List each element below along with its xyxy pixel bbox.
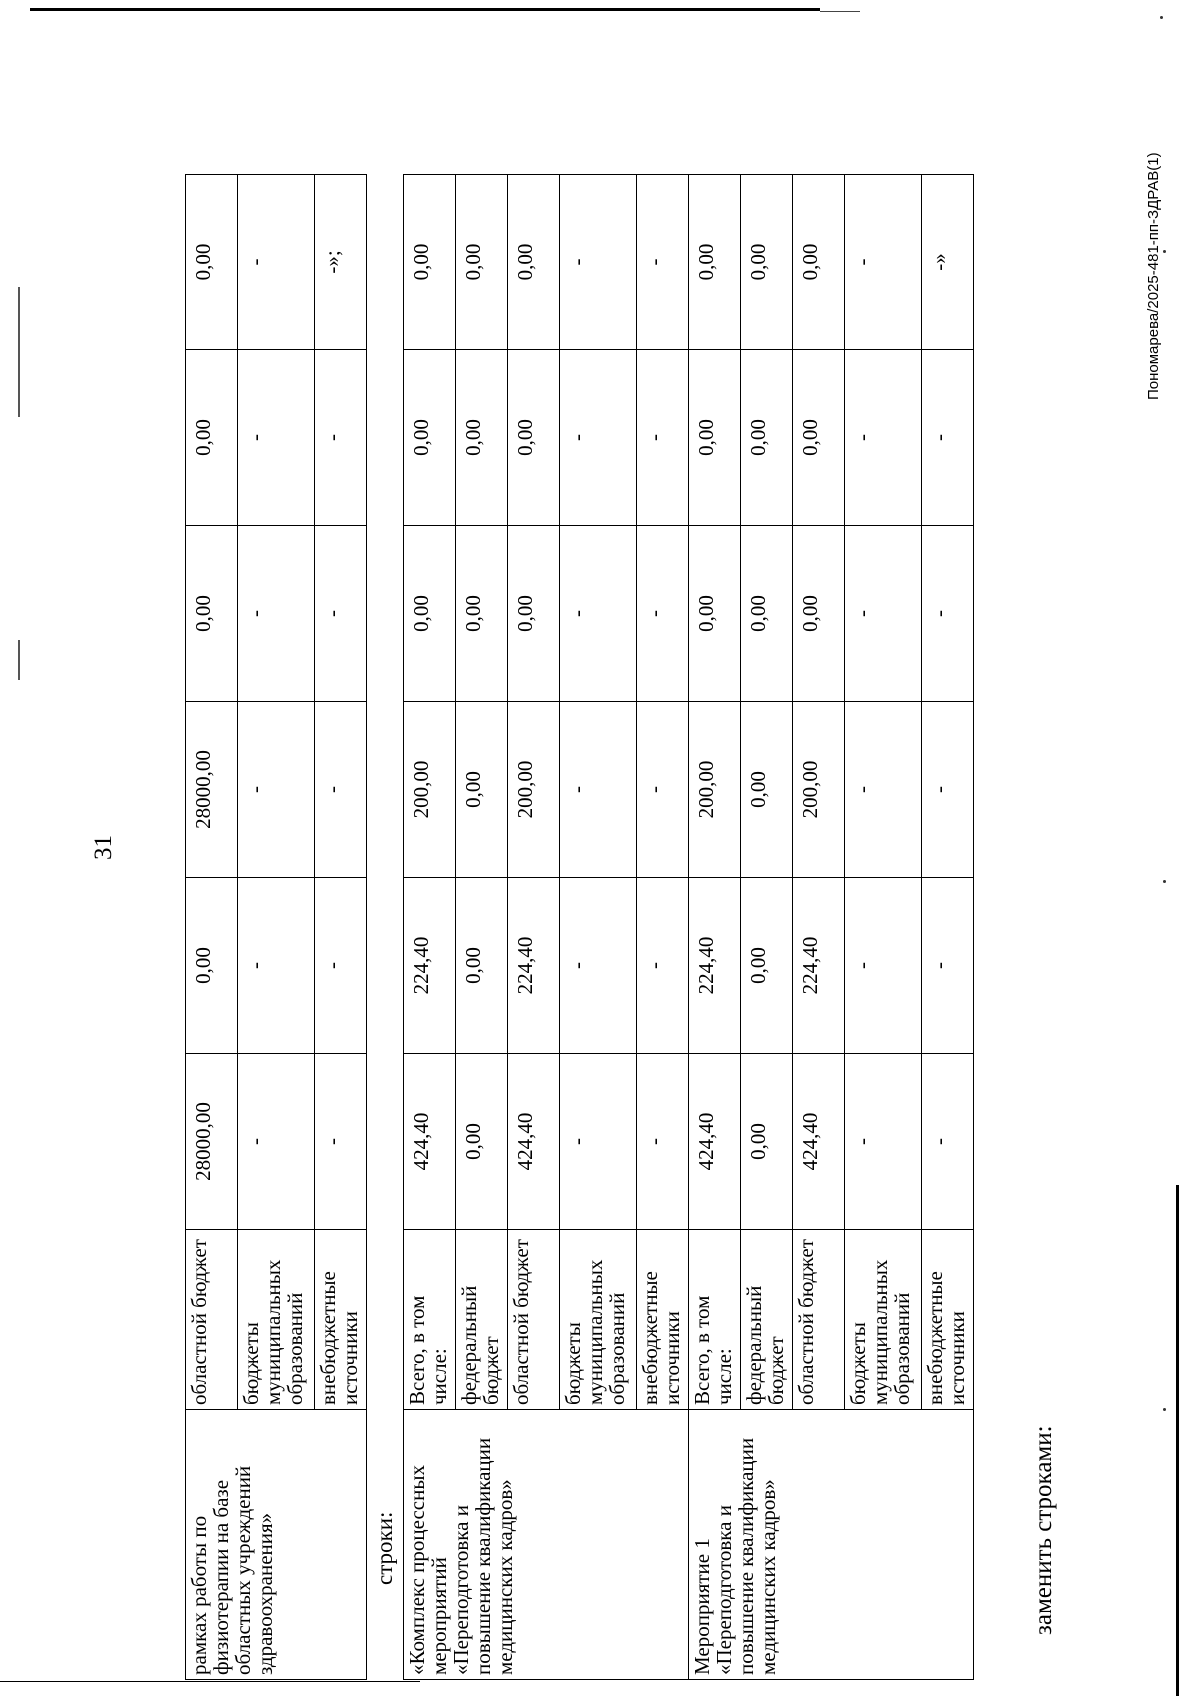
- value-cell: -: [922, 1054, 974, 1230]
- value-cell: 424,40: [404, 1054, 456, 1230]
- value-cell: -: [845, 350, 922, 526]
- value-cell: 28000,00: [186, 1054, 238, 1230]
- value-cell: 0,00: [508, 350, 560, 526]
- value-cell: 424,40: [508, 1054, 560, 1230]
- value-cell: -: [560, 175, 637, 350]
- source-cell: бюджеты муниципальных образований: [845, 1230, 922, 1410]
- value-cell: -: [845, 1054, 922, 1230]
- value-cell: -: [637, 878, 689, 1054]
- value-cell: -: [922, 526, 974, 702]
- budget-table-complex: [403, 174, 974, 1680]
- value-cell: 0,00: [793, 526, 845, 702]
- value-cell: 200,00: [404, 702, 456, 878]
- program-name-cell: «Комплекс процессных мероприятий «Переподготовка и повышение квалификации медицинских кадров»: [404, 1410, 689, 1680]
- source-cell: бюджеты муниципальных образований: [560, 1230, 637, 1410]
- scan-right-edge: [1176, 1185, 1179, 1696]
- value-cell: 200,00: [793, 702, 845, 878]
- value-cell: -: [637, 175, 689, 350]
- value-cell: -: [238, 1054, 315, 1230]
- source-cell: бюджеты муниципальных образований: [238, 1230, 315, 1410]
- value-cell: -: [637, 526, 689, 702]
- value-cell: 0,00: [508, 175, 560, 350]
- value-cell: 0,00: [508, 526, 560, 702]
- value-cell: -: [315, 526, 367, 702]
- value-cell: -: [238, 350, 315, 526]
- replace-label: заменить строками:: [1030, 1425, 1057, 1635]
- value-cell: 224,40: [404, 878, 456, 1054]
- value-cell: 28000,00: [186, 702, 238, 878]
- source-cell: областной бюджет: [793, 1230, 845, 1410]
- value-cell: -: [238, 878, 315, 1054]
- budget-table-physiotherapy: [185, 174, 367, 1680]
- value-cell: 0,00: [741, 702, 793, 878]
- value-cell: 424,40: [793, 1054, 845, 1230]
- value-cell: -: [238, 702, 315, 878]
- value-cell: -: [637, 702, 689, 878]
- rotated-page: [70, 0, 1170, 1680]
- value-cell: -: [560, 350, 637, 526]
- value-cell: -: [922, 350, 974, 526]
- source-cell: внебюджетные источники: [315, 1230, 367, 1410]
- value-cell: -: [637, 350, 689, 526]
- value-cell: -: [845, 526, 922, 702]
- value-cell: -: [560, 526, 637, 702]
- value-cell: 0,00: [404, 350, 456, 526]
- value-cell: 0,00: [793, 350, 845, 526]
- value-cell: 0,00: [456, 526, 508, 702]
- value-cell: -»: [922, 175, 974, 350]
- value-cell: 0,00: [404, 175, 456, 350]
- scan-left-mark: [18, 640, 20, 680]
- source-cell: областной бюджет: [508, 1230, 560, 1410]
- table-row: [689, 175, 741, 1680]
- value-cell: -: [560, 702, 637, 878]
- value-cell: 224,40: [508, 878, 560, 1054]
- value-cell: 200,00: [689, 702, 741, 878]
- value-cell: -: [315, 1054, 367, 1230]
- value-cell: 424,40: [689, 1054, 741, 1230]
- value-cell: 0,00: [741, 175, 793, 350]
- value-cell: -: [922, 702, 974, 878]
- source-cell: областной бюджет: [186, 1230, 238, 1410]
- value-cell: 0,00: [456, 175, 508, 350]
- scan-bottom-rule: [0, 1681, 420, 1682]
- value-cell: 0,00: [456, 1054, 508, 1230]
- value-cell: 0,00: [689, 175, 741, 350]
- value-cell: 0,00: [186, 175, 238, 350]
- value-cell: 0,00: [186, 878, 238, 1054]
- value-cell: -: [637, 1054, 689, 1230]
- value-cell: -: [238, 526, 315, 702]
- value-cell: 0,00: [456, 702, 508, 878]
- table-row: [404, 175, 456, 1680]
- source-cell: федеральный бюджет: [741, 1230, 793, 1410]
- value-cell: -: [845, 878, 922, 1054]
- value-cell: 0,00: [456, 878, 508, 1054]
- value-cell: -: [845, 175, 922, 350]
- value-cell: -»;: [315, 175, 367, 350]
- value-cell: 0,00: [741, 1054, 793, 1230]
- value-cell: 0,00: [404, 526, 456, 702]
- table-row: [186, 175, 238, 1680]
- program-name-cell: рамках работы по физиотерапии на базе областных учреждений здравоохранения»: [186, 1410, 367, 1680]
- document-footer: Пономарева/2025-481-пп-ЗДРАВ(1): [1145, 152, 1162, 400]
- value-cell: 0,00: [741, 526, 793, 702]
- value-cell: -: [922, 878, 974, 1054]
- value-cell: -: [315, 350, 367, 526]
- event-name-cell: Мероприятие 1 «Переподготовка и повышение квалификации медицинских кадров»: [689, 1410, 974, 1680]
- value-cell: 224,40: [793, 878, 845, 1054]
- value-cell: -: [238, 175, 315, 350]
- source-cell: Всего, в том числе:: [689, 1230, 741, 1410]
- source-cell: Всего, в том числе:: [404, 1230, 456, 1410]
- value-cell: -: [560, 1054, 637, 1230]
- value-cell: 0,00: [186, 350, 238, 526]
- value-cell: 0,00: [689, 526, 741, 702]
- value-cell: -: [315, 702, 367, 878]
- value-cell: 224,40: [689, 878, 741, 1054]
- value-cell: -: [845, 702, 922, 878]
- source-cell: федеральный бюджет: [456, 1230, 508, 1410]
- value-cell: -: [560, 878, 637, 1054]
- scan-left-mark: [18, 287, 20, 417]
- rows-label: строки:: [372, 1511, 397, 1585]
- page-number: 31: [90, 835, 117, 860]
- value-cell: 0,00: [793, 175, 845, 350]
- value-cell: 0,00: [689, 350, 741, 526]
- value-cell: -: [315, 878, 367, 1054]
- value-cell: 200,00: [508, 702, 560, 878]
- source-cell: внебюджетные источники: [637, 1230, 689, 1410]
- source-cell: внебюджетные источники: [922, 1230, 974, 1410]
- value-cell: 0,00: [456, 350, 508, 526]
- value-cell: 0,00: [186, 526, 238, 702]
- value-cell: 0,00: [741, 878, 793, 1054]
- value-cell: 0,00: [741, 350, 793, 526]
